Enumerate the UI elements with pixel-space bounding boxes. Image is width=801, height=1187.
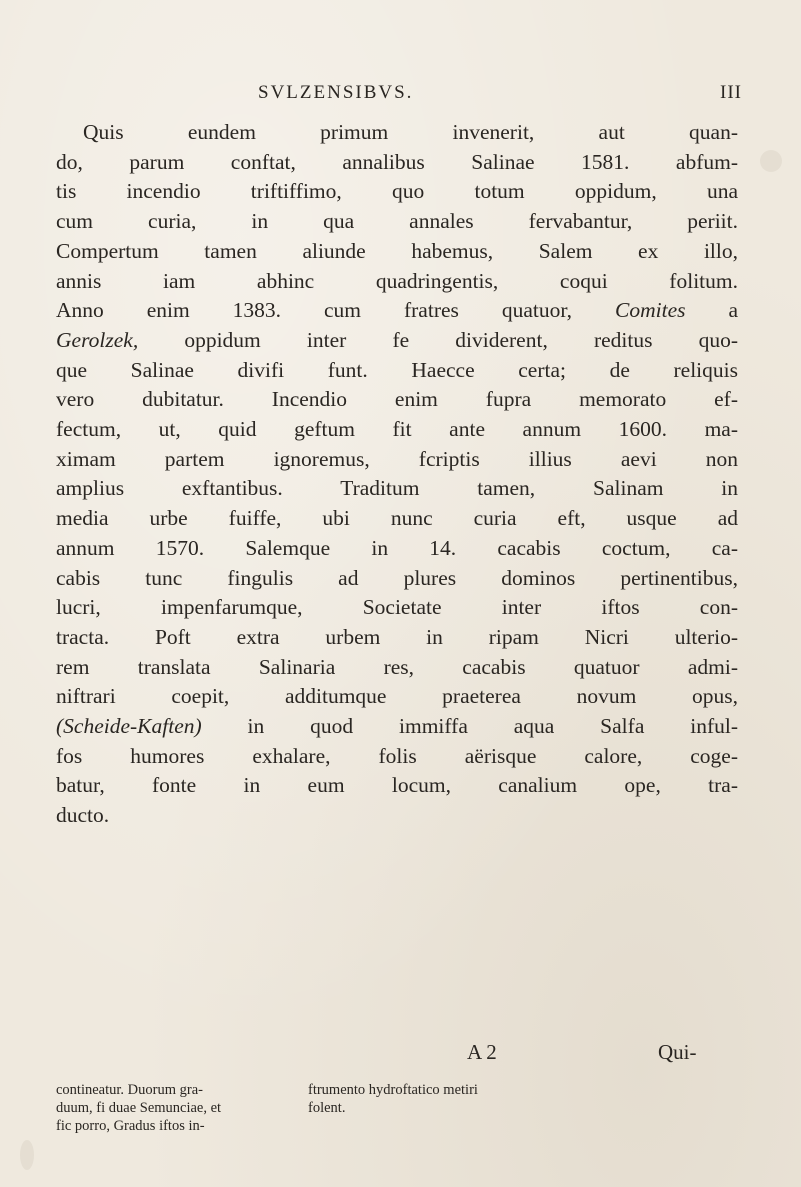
signature-row [0, 1040, 801, 1070]
footnote-column-left [56, 1081, 304, 1135]
text-line: Gerolzek, oppidum inter fe dividerent, reditus quo- [56, 327, 738, 352]
catchword: Qui- [658, 1040, 697, 1064]
text-line: rem translata Salinaria res, cacabis quatuor admi- [56, 654, 738, 679]
paper-stain [20, 1140, 34, 1170]
text-line: cabis tunc fingulis ad plures dominos pertinentibus, [56, 565, 738, 590]
italic-term: Gerolzek, [56, 327, 139, 352]
footnote-line: folent. [308, 1100, 346, 1116]
running-head: SVLZENSIBVS. [258, 82, 414, 103]
text-line: Compertum tamen aliunde habemus, Salem ex illo, [56, 238, 738, 263]
text-line: niftrari coepit, additumque praeterea novum opus, [56, 684, 738, 709]
footnote-line: duum, fi duae Semunciae, et [56, 1100, 222, 1116]
text-line: ducto. [56, 803, 110, 828]
text-line: fectum, ut, quid geftum fit ante annum 1600. ma- [56, 417, 738, 442]
text-line: tracta. Poft extra urbem in ripam Nicri ulterio- [56, 624, 738, 649]
text-line: Quis eundem primum invenerit, aut quan- [83, 120, 738, 144]
text-line: do, parum conftat, annalibus Salinae 1581. abfum- [56, 149, 738, 174]
text-line: annum 1570. Salemque in 14. cacabis coctum, ca- [56, 535, 738, 560]
text-line: amplius exftantibus. Traditum tamen, Salinam in [56, 476, 738, 501]
text-line: batur, fonte in eum locum, canalium ope, tra- [56, 773, 738, 798]
text-line: ximam partem ignoremus, fcriptis illius aevi non [56, 446, 738, 471]
italic-term: (Scheide-Kaften) [56, 714, 202, 739]
main-text [56, 118, 738, 831]
text-line: Anno enim 1383. cum fratres quatuor, Comites a [56, 298, 738, 323]
text-line: (Scheide-Kaften) in quod immiffa aqua Salfa inful- [56, 714, 738, 739]
text-line: annis iam abhinc quadringentis, coqui folitum. [56, 268, 738, 293]
footnote-line: ftrumento hydroftatico metiri [308, 1082, 478, 1098]
signature-mark: A 2 [467, 1040, 497, 1064]
paper-stain [760, 150, 782, 172]
text-line: que Salinae divifi funt. Haecce certa; de reliquis [56, 357, 738, 382]
page-header [0, 82, 801, 112]
italic-term: Comites [615, 298, 686, 323]
text-line: tis incendio triftiffimo, quo totum oppidum, una [56, 179, 738, 204]
footnote-line: contineatur. Duorum gra- [56, 1082, 203, 1098]
text-line: vero dubitatur. Incendio enim fupra memorato ef- [56, 387, 738, 412]
text-line: lucri, impenfarumque, Societate inter iftos con- [56, 595, 738, 620]
text-line: cum curia, in qua annales fervabantur, periit. [56, 209, 738, 234]
page-number: III [720, 82, 742, 103]
text-line: fos humores exhalare, folis aërisque calore, coge- [56, 743, 738, 768]
text-line: media urbe fuiffe, ubi nunc curia eft, usque ad [56, 506, 738, 531]
footnote-line: fic porro, Gradus iftos in- [56, 1118, 205, 1134]
footnote-column-right [308, 1081, 748, 1117]
